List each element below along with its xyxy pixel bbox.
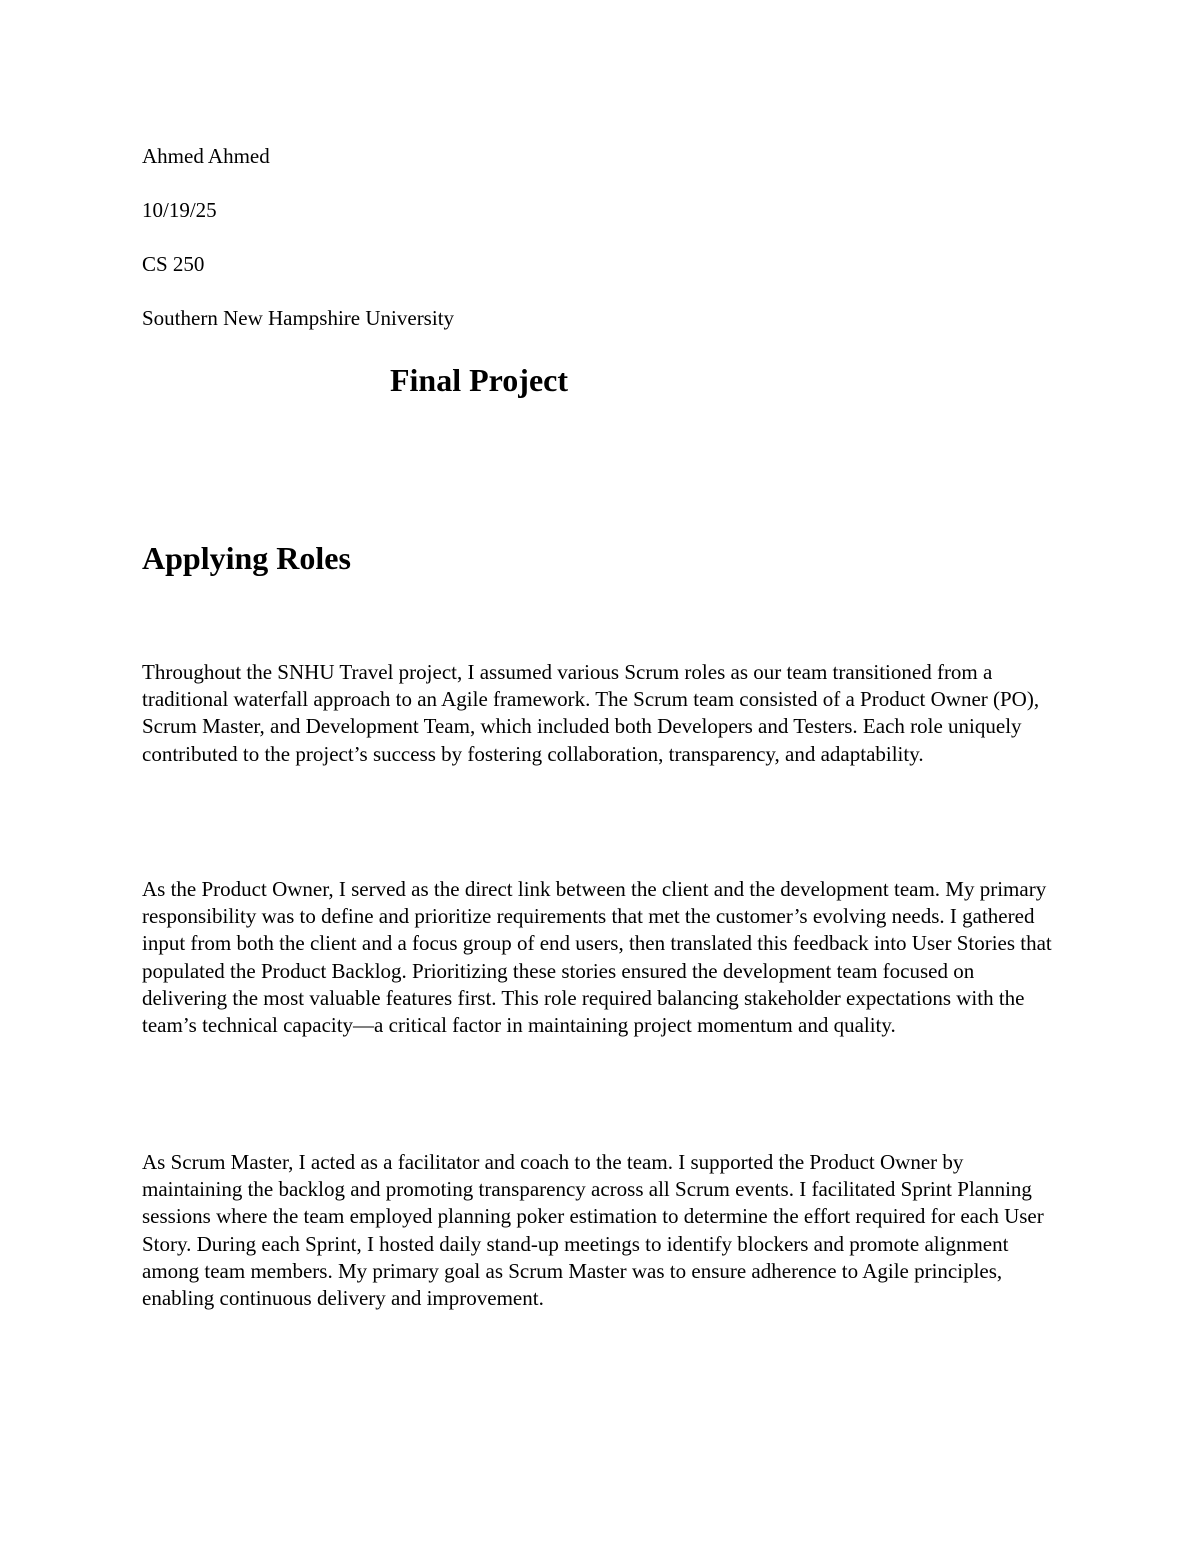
author-name: Ahmed Ahmed [142, 144, 270, 168]
paragraph-product-owner: As the Product Owner, I served as the direct link between the client and the development team. My primary responsibility was to define and prioritize requirements that met the customer’s evolving needs. I gathered input from both the client and a focus group of end users, then translated this feedback into User Stories that populated the Product Backlog. Prioritizing these stories ensured the development team focused on delivering the most valuable features first. This role required balancing stakeholder expectations with the team’s technical capacity—a critical factor in maintaining project momentum and quality. [142, 877, 1052, 1038]
institution-name: Southern New Hampshire University [142, 306, 455, 330]
paragraph-scrum-master: As Scrum Master, I acted as a facilitator and coach to the team. I supported the Product Owner by maintaining the backlog and promoting transparency across all Scrum events. I facilitated Sprint Planning sessions where the team employed planning poker estimation to determine the effort required for each User Story. During each Sprint, I hosted daily stand-up meetings to identify blockers and promote alignment among team members. My primary goal as Scrum Master was to ensure adherence to Agile principles, enabling continuous delivery and improvement. [142, 1150, 1044, 1311]
section-heading: Applying Roles [142, 540, 351, 576]
document-date: 10/19/25 [142, 198, 217, 222]
course-code: CS 250 [142, 252, 205, 276]
paragraph-intro: Throughout the SNHU Travel project, I assumed various Scrum roles as our team transitioned from a traditional waterfall approach to an Agile framework. The Scrum team consisted of a Product Owner (PO), Scrum Master, and Development Team, which included both Developers and Testers. Each role uniquely contributed to the project’s success by fostering collaboration, transparency, and adaptability. [142, 660, 1040, 766]
page-title: Final Project [389, 362, 568, 398]
